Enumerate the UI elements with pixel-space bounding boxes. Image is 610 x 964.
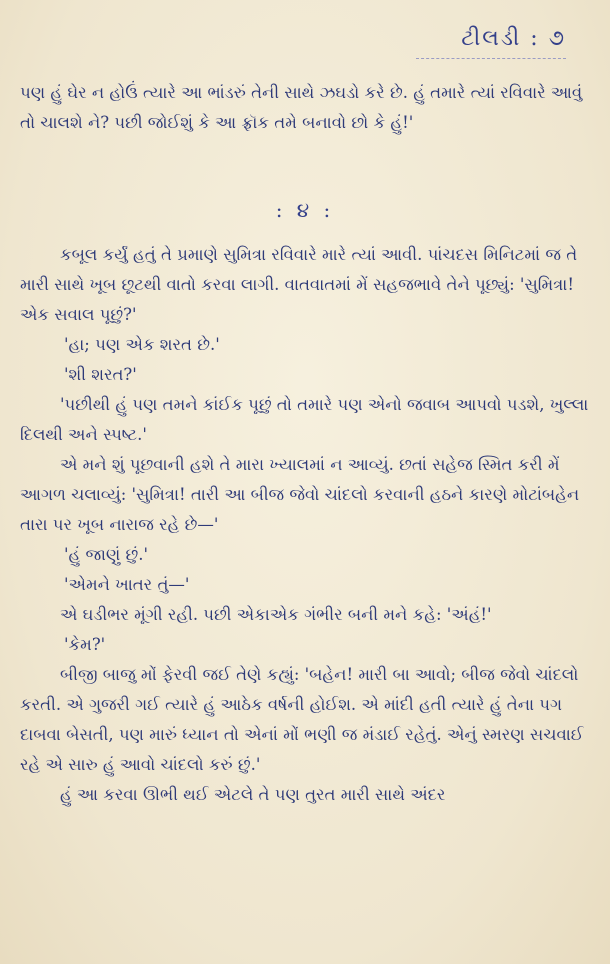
paragraph-3: 'શી શરત?' <box>64 365 137 384</box>
paragraph-6: 'હું જાણું છું.' <box>64 545 149 564</box>
paragraph-2: 'હા; પણ એક શરત છે.' <box>64 335 220 354</box>
top-text-block <box>20 78 590 138</box>
paragraph-continuation: પણ હું ઘેર ન હોઉં ત્યારે આ ભાંડરું તેની સાથે ઝઘડો કરે છે. હું તમારે ત્યાં રવિવારે આવું તો ચાલશે ને? પછી જોઈશું કે આ ફ્રૉક તમે બનાવો છો કે હું!' <box>20 83 583 132</box>
section-marker: : ૪ : <box>275 198 335 222</box>
body-text-block <box>20 240 590 810</box>
paragraph-7: 'એમને ખાતર તું—' <box>64 575 190 594</box>
paragraph-11: હું આ કરવા ઊભી થઈ એટલે તે પણ તુરત મારી સાથે અંદર <box>60 785 446 804</box>
paragraph-4: 'પછીથી હું પણ તમને કાંઈક પૂછું તો તમારે પણ એનો જવાબ આપવો પડશે, ખુલ્લા દિલથી અને સ્પષ્ટ.' <box>20 395 589 444</box>
paragraph-9: 'કેમ?' <box>64 635 106 654</box>
paragraph-1: કબૂલ કર્યું હતું તે પ્રમાણે સુમિત્રા રવિવારે મારે ત્યાં આવી. પાંચદસ મિનિટમાં જ તે મારી સાથે ખૂબ છૂટથી વાતો કરવા લાગી. વાતવાતમાં મેં સહજભાવે તેને પૂછ્યું: 'સુમિત્રા! એક સવાલ પૂછું?' <box>20 245 578 324</box>
paragraph-10: બીજી બાજુ મોં ફેરવી જઈ તેણે કહ્યું: 'બહેન! મારી બા આવો; બીજ જેવો ચાંદલો કરતી. એ ગુજરી ગઈ ત્યારે હું આઠેક વર્ષની હોઈશ. એ માંદી હતી ત્યારે હું તેના પગ દાબવા બેસતી, પણ મારું ધ્યાન તો એનાં મોં ભણી જ મંડાઈ રહેતું. એનું સ્મરણ સચવાઈ રહે એ સારુ હું આવો ચાંદલો કરું છું.' <box>20 665 584 774</box>
running-header: ટીલડી : ૭ <box>461 26 566 51</box>
paragraph-8: એ ઘડીભર મૂંગી રહી. પછી એકાએક ગંભીર બની મને કહે: 'અંહં!' <box>60 605 492 624</box>
paragraph-5: એ મને શું પૂછવાની હશે તે મારા ખ્યાલમાં ન આવ્યું. છતાં સહેજ સ્મિત કરી મેં આગળ ચલાવ્યું: 'સુમિત્રા! તારી આ બીજ જેવો ચાંદલો કરવાની હઠને કારણે મોટાંબહેન તારા પર ખૂબ નારાજ રહે છે—' <box>20 455 580 534</box>
header-rule <box>416 58 566 61</box>
